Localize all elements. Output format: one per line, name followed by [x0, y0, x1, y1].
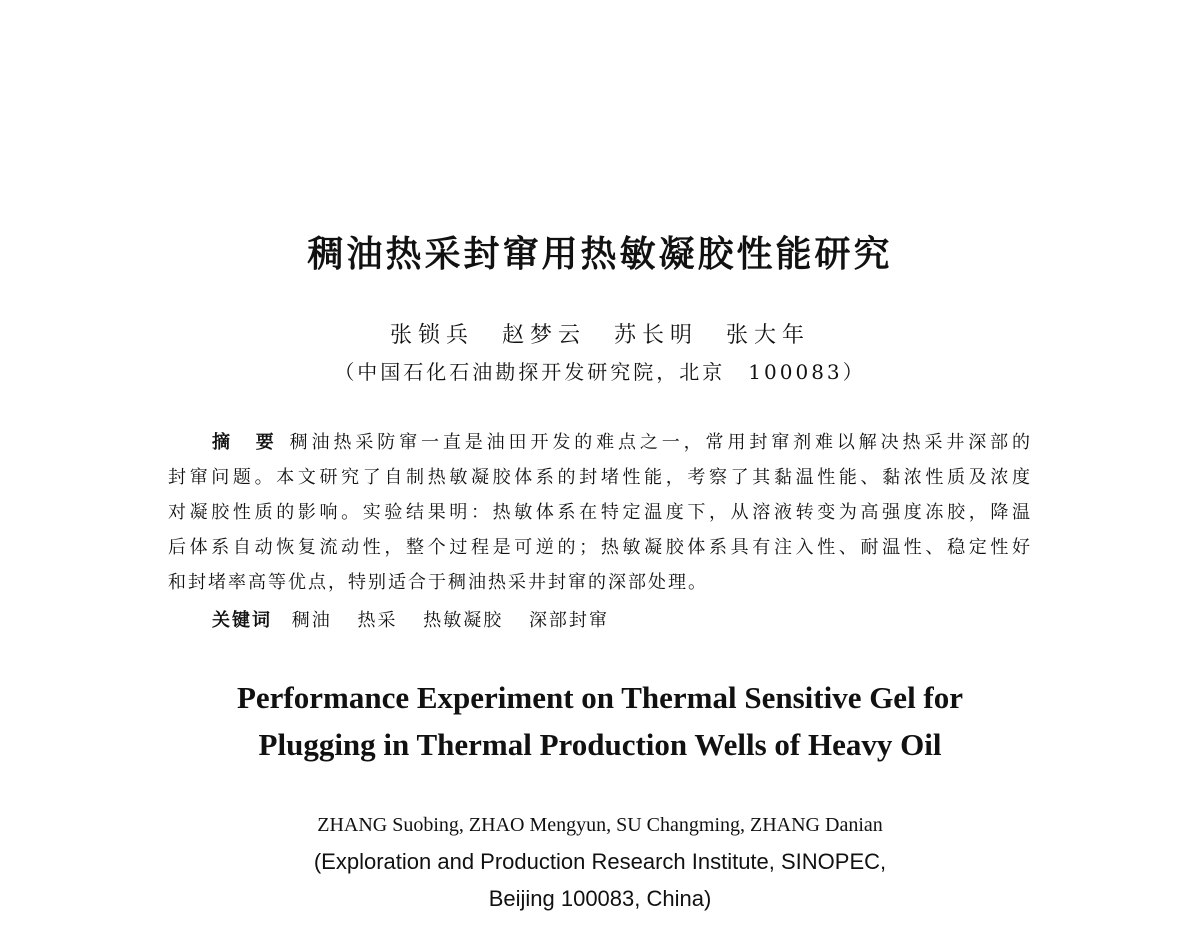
- abstract-line: 封窜问题。本文研究了自制热敏凝胶体系的封堵性能，考察了其黏温性能、黏浓性质及浓度: [168, 467, 1032, 488]
- chinese-title: 稠油热采封窜用热敏凝胶性能研究: [307, 233, 893, 275]
- keyword: 热采: [357, 610, 398, 631]
- keyword: 稠油: [291, 610, 332, 631]
- abstract-line: [168, 428, 1032, 463]
- english-authors: ZHANG Suobing, ZHAO Mengyun, SU Changming, ZHANG Danian: [317, 814, 883, 836]
- chinese-abstract: [168, 428, 1032, 603]
- abstract-line: 对凝胶性质的影响。实验结果明：热敏体系在特定温度下，从溶液转变为高强度冻胶，降温: [168, 502, 1032, 523]
- english-affiliation-line: Beijing 100083, China): [488, 886, 712, 911]
- english-title-line: Performance Experiment on Thermal Sensitive Gel for: [236, 680, 964, 715]
- abstract-line: 和封堵率高等优点，特别适合于稠油热采井封窜的深部处理。: [168, 572, 708, 593]
- keyword: 深部封窜: [528, 610, 609, 631]
- keyword: 热敏凝胶: [423, 610, 504, 631]
- keywords-label: 关键词: [212, 610, 272, 631]
- keywords: [212, 606, 627, 632]
- abstract-label: 摘 要: [212, 432, 278, 453]
- chinese-affiliation: （中国石化石油勘探开发研究院，北京 100083）: [334, 360, 866, 384]
- english-title-line: Plugging in Thermal Production Wells of Heavy Oil: [258, 727, 942, 762]
- english-affiliation-line: (Exploration and Production Research Institute, SINOPEC,: [313, 849, 887, 874]
- abstract-text: 稠油热采防窜一直是油田开发的难点之一，常用封窜剂难以解决热采井深部的: [289, 432, 1033, 453]
- chinese-authors: 张锁兵 赵梦云 苏长明 张大年: [389, 323, 810, 348]
- abstract-line: 后体系自动恢复流动性，整个过程是可逆的；热敏凝胶体系具有注入性、耐温性、稳定性好: [168, 537, 1032, 558]
